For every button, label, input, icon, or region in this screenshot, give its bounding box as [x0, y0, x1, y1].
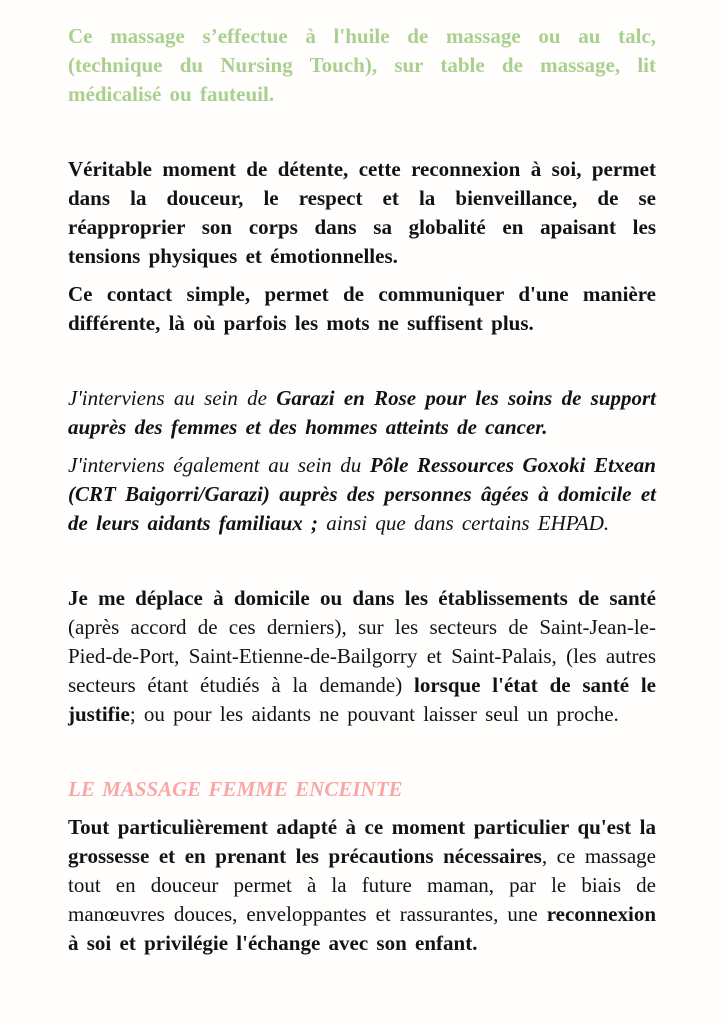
text-run: Tout particulièrement adapté à ce moment particulier qu'est la grossesse et en prenant les précautions nécessaires: [68, 815, 656, 868]
paragraph-intro-technique: [68, 22, 656, 109]
text-run: (après accord de ces derniers), sur les secteurs de Saint-Jean-le-Pied-de-Port, Saint-Etienne-de-Bailgorry et Saint-Palais, (les autres secteurs étant étudiés à la demande): [68, 615, 656, 697]
text-run: Ce contact simple, permet de communiquer d'une manière différente, là où parfois les mots ne suffisent plus.: [68, 282, 656, 335]
paragraph-spacer: [68, 738, 656, 775]
text-run: Pôle Ressources Goxoki Etxean (CRT Baigorri/Garazi) auprès des personnes âgées à domicile et de leurs aidants familiaux ;: [68, 453, 656, 535]
paragraph-contact-simple: [68, 280, 656, 338]
paragraph-spacer: [68, 547, 656, 584]
text-run: , ce massage tout en douceur permet à la future maman, par le biais de manœuvres douces, enveloppantes et rassurantes, une: [68, 844, 656, 926]
text-run: reconnexion à soi et privilégie l'échange avec son enfant.: [68, 902, 656, 955]
text-run: Ce massage s’effectue à l'huile de massage ou au talc, (technique du Nursing Touch), sur table de massage, lit médicalisé ou fauteuil.: [68, 24, 656, 106]
text-run: lorsque l'état de santé le justifie: [68, 673, 656, 726]
text-run: J'interviens également au sein du: [68, 453, 370, 477]
paragraph-spacer: [68, 347, 656, 384]
paragraph-deplacement-domicile: [68, 584, 656, 729]
text-run: Garazi en Rose pour les soins de support auprès des femmes et des hommes atteints de cancer.: [68, 386, 657, 439]
paragraph-spacer: [68, 118, 656, 155]
paragraph-detente: [68, 155, 656, 271]
text-run: Véritable moment de détente, cette reconnexion à soi, permet dans la douceur, le respect et la bienveillance, de se réapproprier son corps dans sa globalité en apaisant les tensions physiques et émotionnelles.: [68, 157, 656, 268]
paragraph-pole-ressources: [68, 451, 656, 538]
text-run: J'interviens au sein de: [68, 386, 277, 410]
section-heading-massage-femme-enceinte: LE MASSAGE FEMME ENCEINTE: [68, 777, 403, 801]
text-run: ainsi que dans certains EHPAD.: [318, 511, 610, 535]
paragraph-garazi-en-rose: [68, 384, 656, 442]
text-run: ; ou pour les aidants ne pouvant laisser seul un proche.: [129, 702, 619, 726]
paragraph-femme-enceinte: [68, 813, 656, 958]
text-run: Je me déplace à domicile ou dans les établissements de santé: [68, 586, 656, 610]
